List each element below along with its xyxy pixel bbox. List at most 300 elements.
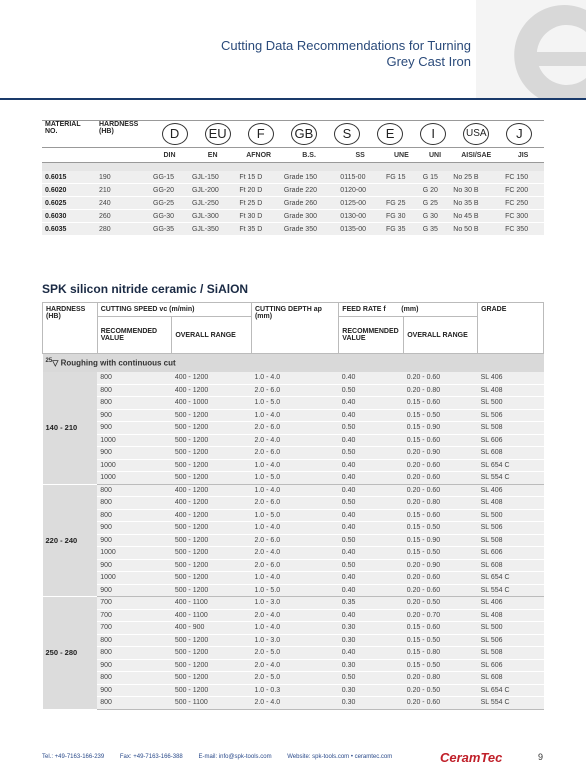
cell: 0.35 [339,597,404,610]
cell: 1.0 - 4.0 [251,409,338,422]
cell: 0.20 - 0.70 [404,609,478,622]
cell: 500 - 1200 [172,447,252,460]
cell: SL 606 [478,547,544,560]
table-row [43,609,544,622]
triangle-icon: ▽ [52,358,59,368]
table-row [43,459,544,472]
cell: No 25 B [450,171,502,184]
cell: G 30 [420,210,451,223]
cell: 900 [97,684,172,697]
cell: 1.0 - 4.0 [251,572,338,585]
cell: SL 608 [478,672,544,685]
material-no: 0.6030 [42,210,96,223]
cell: SL 554 C [478,472,544,485]
cell: SL 654 C [478,684,544,697]
hardness-group: 250 - 280 [43,597,98,710]
material-no: 0.6025 [42,197,96,210]
cell: 1.0 - 0.3 [251,684,338,697]
section-title: SPK silicon nitride ceramic / SiAlON [42,282,249,296]
table-row [42,171,544,184]
cell: GJL-300 [189,210,236,223]
cell: 500 - 1200 [172,422,252,435]
table-row [42,223,544,236]
col-hardness: HARDNESS (HB) [96,121,150,148]
cell: 0130-00 [337,210,383,223]
table-row [43,534,544,547]
std-1: EN [189,148,236,163]
table-row [43,559,544,572]
cell: 500 - 1200 [172,472,252,485]
cell: 0.40 [339,397,404,410]
cell: 0.30 [339,659,404,672]
table-row [43,672,544,685]
cell: 0.15 - 0.50 [404,634,478,647]
cell: 2.0 - 4.0 [251,434,338,447]
cell: 700 [97,609,172,622]
h-feed [339,303,478,317]
cell: 0.40 [339,372,404,384]
cell: 0.40 [339,572,404,585]
cell: GG-15 [150,171,189,184]
cell: SL 508 [478,534,544,547]
header-divider [0,98,586,100]
table-row [43,522,544,535]
cell: 0.40 [339,522,404,535]
cell: 800 [97,484,172,497]
cell: Grade 350 [281,223,337,236]
cell: SL 406 [478,372,544,384]
h-rec: RECOMMENDED VALUE [97,317,172,354]
cell: SL 408 [478,497,544,510]
std-7: AISI/SAE [450,148,502,163]
table-row [43,472,544,485]
flag-i: I [420,123,446,145]
cell: 400 - 1100 [172,597,252,610]
cell: 0.40 [339,459,404,472]
cell: 2.0 - 6.0 [251,422,338,435]
flag-gb: GB [291,123,317,145]
cell [383,184,420,197]
cell: SL 608 [478,559,544,572]
cell: No 30 B [450,184,502,197]
table-row [43,484,544,497]
footer-email[interactable]: E-mail: info@spk-tools.com [198,754,272,760]
h-speed: CUTTING SPEED vc (m/min) [97,303,251,317]
cell: SL 606 [478,434,544,447]
table-row [43,659,544,672]
cell: 700 [97,597,172,610]
material-rows [42,171,544,236]
cell: Ft 30 D [236,210,281,223]
cell: 900 [97,559,172,572]
cell: 400 - 1000 [172,397,252,410]
cell: SL 408 [478,609,544,622]
cell: 0.40 [339,509,404,522]
cell: 0.30 [339,622,404,635]
cell: G 35 [420,223,451,236]
cell: 400 - 1100 [172,609,252,622]
cell: 500 - 1200 [172,584,252,597]
table-row [43,384,544,397]
cell: 0.15 - 0.80 [404,647,478,660]
flag-e: E [377,123,403,145]
cell: 400 - 1200 [172,372,252,384]
cell: GG-20 [150,184,189,197]
cell: GG-35 [150,223,189,236]
cell: 0.20 - 0.60 [404,372,478,384]
cell: FG 25 [383,197,420,210]
table-row [43,634,544,647]
cell: 0.15 - 0.50 [404,547,478,560]
cell: 1.0 - 3.0 [251,634,338,647]
cell: 500 - 1200 [172,684,252,697]
cell: 500 - 1200 [172,647,252,660]
cell: SL 406 [478,484,544,497]
ceramtec-g-logo [476,0,586,100]
cell: 0.50 [339,672,404,685]
cell: 0120-00 [337,184,383,197]
cell: FG 15 [383,171,420,184]
std-6: UNI [420,148,451,163]
flag-usa: USA [463,123,489,145]
cell: 0.50 [339,422,404,435]
cell: 800 [97,647,172,660]
cell: SL 508 [478,422,544,435]
cell: 500 - 1100 [172,697,252,710]
cell: 0.40 [339,647,404,660]
flag-f: F [248,123,274,145]
table-row [43,547,544,560]
cell: No 35 B [450,197,502,210]
cell: 800 [97,697,172,710]
cell: SL 554 C [478,697,544,710]
cell: 1.0 - 4.0 [251,622,338,635]
cell: 1000 [97,459,172,472]
cell: GJL-350 [189,223,236,236]
cell: 800 [97,397,172,410]
std-2: AFNOR [236,148,281,163]
cell: G 15 [420,171,451,184]
cell: 0.50 [339,534,404,547]
standards-row [42,148,544,163]
operation-label: Roughing with continuous cut [60,358,176,368]
table-row [42,184,544,197]
flag-j: J [506,123,532,145]
flag-d: D [162,123,188,145]
cell: 400 - 1200 [172,384,252,397]
cell: 2.0 - 6.0 [251,534,338,547]
hardness-group: 140 - 210 [43,372,98,484]
cell: 0.15 - 0.90 [404,422,478,435]
cell: G 20 [420,184,451,197]
hardness-group: 220 - 240 [43,484,98,597]
cell: 0.20 - 0.50 [404,597,478,610]
cell: 2.0 - 4.0 [251,609,338,622]
cell: 400 - 900 [172,622,252,635]
cell: 0.40 [339,409,404,422]
table-row [43,572,544,585]
cell: GG-30 [150,210,189,223]
h-hardness: HARDNESS (HB) [43,303,98,354]
spk-rows [43,372,544,709]
ceramtec-logo: CeramTec [440,750,503,765]
cell: No 45 B [450,210,502,223]
cell: SL 500 [478,509,544,522]
table-row [43,409,544,422]
h-depth: CUTTING DEPTH ap (mm) [251,303,338,354]
cell: 0.15 - 0.60 [404,509,478,522]
cell: 0.15 - 0.90 [404,534,478,547]
cell: 700 [97,622,172,635]
footer-tel: Tel.: +49-7163-166-239 [42,754,105,760]
cell: G 25 [420,197,451,210]
cell: 2.0 - 4.0 [251,697,338,710]
cell: 0.15 - 0.50 [404,659,478,672]
std-5: UNE [383,148,420,163]
operation-icon: 25 [45,358,53,365]
cell: 0.15 - 0.60 [404,434,478,447]
table-row [43,497,544,510]
cell: FC 200 [502,184,544,197]
cell: 400 - 1200 [172,497,252,510]
cell: 1.0 - 3.0 [251,597,338,610]
cell: SL 554 C [478,584,544,597]
cell: 500 - 1200 [172,672,252,685]
cell: 0.15 - 0.60 [404,397,478,410]
material-no: 0.6015 [42,171,96,184]
cell: FC 250 [502,197,544,210]
cell: 900 [97,422,172,435]
cell: 2.0 - 5.0 [251,647,338,660]
cell: 900 [97,409,172,422]
cell: 800 [97,509,172,522]
cell: 1000 [97,572,172,585]
cell: 1000 [97,547,172,560]
cell: No 50 B [450,223,502,236]
cell: SL 500 [478,622,544,635]
cell: GJL-250 [189,197,236,210]
hardness: 190 [96,171,150,184]
table-row [43,622,544,635]
cell: 1.0 - 4.0 [251,522,338,535]
cell: 2.0 - 6.0 [251,447,338,460]
cell: SL 506 [478,409,544,422]
footer-web[interactable]: Website: spk-tools.com • ceramtec.com [287,754,393,760]
cell: 1.0 - 4.0 [251,484,338,497]
cell: 0.40 [339,434,404,447]
cell: 0.20 - 0.60 [404,484,478,497]
cell: 0.30 [339,697,404,710]
cell: 0.50 [339,447,404,460]
table-row [43,697,544,710]
page-number: 9 [538,752,544,762]
cell: 0.20 - 0.80 [404,497,478,510]
std-4: SS [337,148,383,163]
cell: 0.20 - 0.60 [404,584,478,597]
cell: 500 - 1200 [172,559,252,572]
table-row [43,584,544,597]
h-range2: OVERALL RANGE [404,317,478,354]
h-feed-label: FEED RATE f [342,306,386,313]
cell: 0.20 - 0.90 [404,559,478,572]
cell: 1.0 - 5.0 [251,472,338,485]
cell: 0.15 - 0.50 [404,522,478,535]
cell: Ft 25 D [236,197,281,210]
table-row [43,447,544,460]
cell: Grade 300 [281,210,337,223]
cell: 0.20 - 0.90 [404,447,478,460]
hardness: 210 [96,184,150,197]
cell: 0.20 - 0.60 [404,472,478,485]
cell: 0.50 [339,559,404,572]
h-grade: GRADE [478,303,544,354]
cell: 800 [97,634,172,647]
cell: 500 - 1200 [172,409,252,422]
cell: 500 - 1200 [172,659,252,672]
cell: GG-25 [150,197,189,210]
cell: 0.40 [339,484,404,497]
cell: 800 [97,384,172,397]
cell: SL 506 [478,522,544,535]
cell: FG 30 [383,210,420,223]
flag-eu: EU [205,123,231,145]
cell: 0.20 - 0.60 [404,697,478,710]
cell: 500 - 1200 [172,534,252,547]
cell: FC 150 [502,171,544,184]
cell: 800 [97,497,172,510]
cell: 0135-00 [337,223,383,236]
cell: 1.0 - 5.0 [251,509,338,522]
cell: 1.0 - 5.0 [251,397,338,410]
cell: Ft 15 D [236,171,281,184]
cell: 0.50 [339,384,404,397]
cell: 1000 [97,472,172,485]
cell: 2.0 - 4.0 [251,659,338,672]
cell: 0115-00 [337,171,383,184]
cell: 0.20 - 0.60 [404,572,478,585]
cell: 0.20 - 0.50 [404,684,478,697]
cell: 0.20 - 0.80 [404,384,478,397]
cell: SL 500 [478,397,544,410]
hardness: 260 [96,210,150,223]
cell: 800 [97,672,172,685]
cell: 400 - 1200 [172,484,252,497]
cell: 2.0 - 6.0 [251,497,338,510]
table-row [43,597,544,610]
material-no: 0.6020 [42,184,96,197]
footer-fax: Fax: +49-7163-166-388 [119,754,183,760]
cell: 500 - 1200 [172,634,252,647]
cell: 2.0 - 5.0 [251,672,338,685]
cell: 0.40 [339,584,404,597]
cell: 900 [97,447,172,460]
cell: FG 35 [383,223,420,236]
cell: GJL-150 [189,171,236,184]
col-material: MATERIAL NO. [42,121,96,148]
h-feed-unit: (mm) [401,306,419,313]
cell: 2.0 - 6.0 [251,384,338,397]
cell: 500 - 1200 [172,459,252,472]
cell: 900 [97,584,172,597]
cell: 900 [97,522,172,535]
material-table [42,120,544,236]
cell: 0.20 - 0.60 [404,459,478,472]
cell: SL 654 C [478,572,544,585]
cell: 0.40 [339,609,404,622]
cell: 900 [97,534,172,547]
cell: Grade 260 [281,197,337,210]
cell: 500 - 1200 [172,434,252,447]
flag-s: S [334,123,360,145]
std-0: DIN [150,148,189,163]
cell: SL 406 [478,597,544,610]
operation-band [43,354,544,373]
cell: 0125-00 [337,197,383,210]
cell: 500 - 1200 [172,522,252,535]
h-range: OVERALL RANGE [172,317,252,354]
cell: FC 350 [502,223,544,236]
cell: 0.20 - 0.80 [404,672,478,685]
page-title-line1: Cutting Data Recommendations for Turning [220,38,471,53]
cell: 0.15 - 0.60 [404,622,478,635]
cell: 0.40 [339,472,404,485]
cell: 2.0 - 6.0 [251,559,338,572]
cell: Ft 20 D [236,184,281,197]
table-row [42,197,544,210]
cell: FC 300 [502,210,544,223]
cell: SL 608 [478,447,544,460]
table-row [42,210,544,223]
table-row [43,647,544,660]
cell: SL 508 [478,647,544,660]
cell: SL 606 [478,659,544,672]
cell: 0.30 [339,634,404,647]
cell: 1000 [97,434,172,447]
table-row [43,422,544,435]
h-rec2: RECOMMENDED VALUE [339,317,404,354]
table-row [43,372,544,384]
cell: 500 - 1200 [172,547,252,560]
std-3: B.S. [281,148,337,163]
hardness: 240 [96,197,150,210]
cell: 1.0 - 5.0 [251,584,338,597]
table-row [43,509,544,522]
cell: Grade 220 [281,184,337,197]
cell: 0.50 [339,497,404,510]
cell: 2.0 - 4.0 [251,547,338,560]
cell: 1.0 - 4.0 [251,372,338,384]
cell: SL 408 [478,384,544,397]
cell: 0.40 [339,547,404,560]
cell: SL 654 C [478,459,544,472]
cell: 800 [97,372,172,384]
cell: 500 - 1200 [172,572,252,585]
table-row [43,684,544,697]
hardness: 280 [96,223,150,236]
cell: Grade 150 [281,171,337,184]
cell: SL 506 [478,634,544,647]
cell: 400 - 1200 [172,509,252,522]
material-no: 0.6035 [42,223,96,236]
footer-contacts [42,754,406,760]
spk-table [42,302,544,710]
table-row [43,397,544,410]
cell: Ft 35 D [236,223,281,236]
table-row [43,434,544,447]
std-8: JIS [502,148,544,163]
cell: 900 [97,659,172,672]
country-flags-row [150,121,544,148]
